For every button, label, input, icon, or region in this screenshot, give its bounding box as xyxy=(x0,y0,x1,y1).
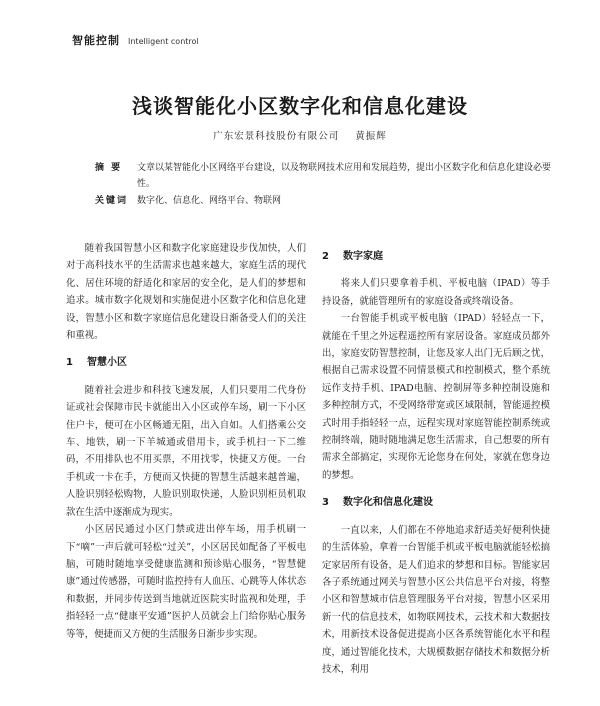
section1-paragraph-1: 随着社会进步和科技飞速发展，人们只要用二代身份证或社会保障市民卡就能出入小区或停车场，刷一下小区住户卡，便可在小区畅通无阻，出入自如。人们搭乘公交车、地铁，刷一下羊城通或借用卡，或手机扫一下二维码，不用排队也不用买票，不用找零，快捷又方便。一台手机或一卡在手，方便而又快捷的智慧生活越来越普遍，人脸识别轻松购物，人脸识别取快递，人脸识别柜员机取款在生活中逐渐成为现实。 xyxy=(66,384,306,518)
keywords-text: 数字化、信息化、网络平台、物联网 xyxy=(137,196,282,206)
section-title: 数字家庭 xyxy=(342,251,383,262)
author-line xyxy=(0,128,600,142)
section-heading-1 xyxy=(66,354,306,371)
author-name: 黄振辉 xyxy=(355,131,387,142)
journal-section-label: 智能控制 xyxy=(72,34,120,47)
paper-title: 浅谈智能化小区数字化和信息化建设 xyxy=(132,94,468,118)
journal-section-subtitle: Intelligent control xyxy=(128,37,199,46)
section-title: 数字化和信息化建设 xyxy=(342,497,433,509)
keywords-block xyxy=(95,193,555,209)
intro-paragraph: 随着我国智慧小区和数字化家庭建设步伐加快，人们对于高科技水平的生活需求也越来越大，家庭生活的现代化、居住环境的舒适化和家居的安全化，是人们的梦想和追求。城市数字化规划和实施促进小区数字化和信息化建设，智慧小区和数字家庭信息化建设日渐备受人们的关注和重视。 xyxy=(66,243,306,342)
abstract-block xyxy=(95,160,555,192)
journal-header xyxy=(72,32,199,48)
abstract-text: 文章以某智能化小区网络平台建设，以及物联网技术应用和发展趋势，提出小区数字化和信息化建设必要性。 xyxy=(137,163,552,189)
section-title: 智慧小区 xyxy=(86,357,127,369)
section3-paragraph-1: 一直以来，人们都在不停地追求舒适美好便利快捷的生活体验，拿着一台智能手机或平板电脑就能轻松搞定家居所有设备，是人们追求的梦想和目标。智能家居各子系统通过网关与智慧小区公共信息平台对接，将整小区和智慧城市信息管理服务平台对接，智慧小区采用新一代的信息技术，如物联网技术，云技术和大数据技术，用新技术设备促进提高小区各系统智能化水平和程度，通过智能化技术，大规模数据存储技术和数据分析技术，利用 xyxy=(322,524,550,675)
section-heading-3 xyxy=(322,494,550,511)
section-number: 2 xyxy=(322,251,329,262)
abstract-label: 摘 要 xyxy=(95,163,123,173)
author-affiliation: 广东宏景科技股份有限公司 xyxy=(213,131,340,142)
left-column xyxy=(66,240,306,643)
section-number: 3 xyxy=(322,497,329,509)
keywords-label: 关键词 xyxy=(95,196,129,206)
section2-paragraph-2: 一台智能手机或平板电脑（IPAD）轻轻点一下，就能在千里之外远程遥控所有家居设备。家庭成员都外出，家庭安防智慧控制，让您及家人出门无后顾之忧，根据自己需求设置不同情景模式和控制模式，整个系统远作支持手机、IPAD电脑、控制屏等多种控制设施和多种控制方式，不受网络带宽或区域限制，智能遥控模式时用手指轻轻一点，远程实现对家庭智能控制系统或控制终端，随时随地满足您生活需求，自己想要的所有需求全部搞定，实现你无论您身在何处，家就在您身边的梦想。 xyxy=(322,313,550,481)
section2-paragraph-1: 将来人们只要拿着手机、平板电脑（IPAD）等手持设备，就能管理所有的家庭设备或终端设备。 xyxy=(322,278,550,307)
section1-paragraph-2: 小区居民通过小区门禁或进出停车场，用手机刷一下“嘀”一声后就可轻松“过关”，小区居民如配备了平板电脑，可随时随地享受健康监测和预诊贴心服务，“智慧健康”通过传感器，可随时监控持有人血压、心跳等人体状态和数据，并同步传送到当地就近医院实时监视和处理，手指轻轻一点“健康平安通”医护人员就会上门给你贴心服务等等，便捷而又方便的生活服务日渐步步实现。 xyxy=(66,524,306,640)
section-number: 1 xyxy=(66,357,73,369)
section-heading-2 xyxy=(322,248,550,265)
right-column xyxy=(322,240,550,678)
